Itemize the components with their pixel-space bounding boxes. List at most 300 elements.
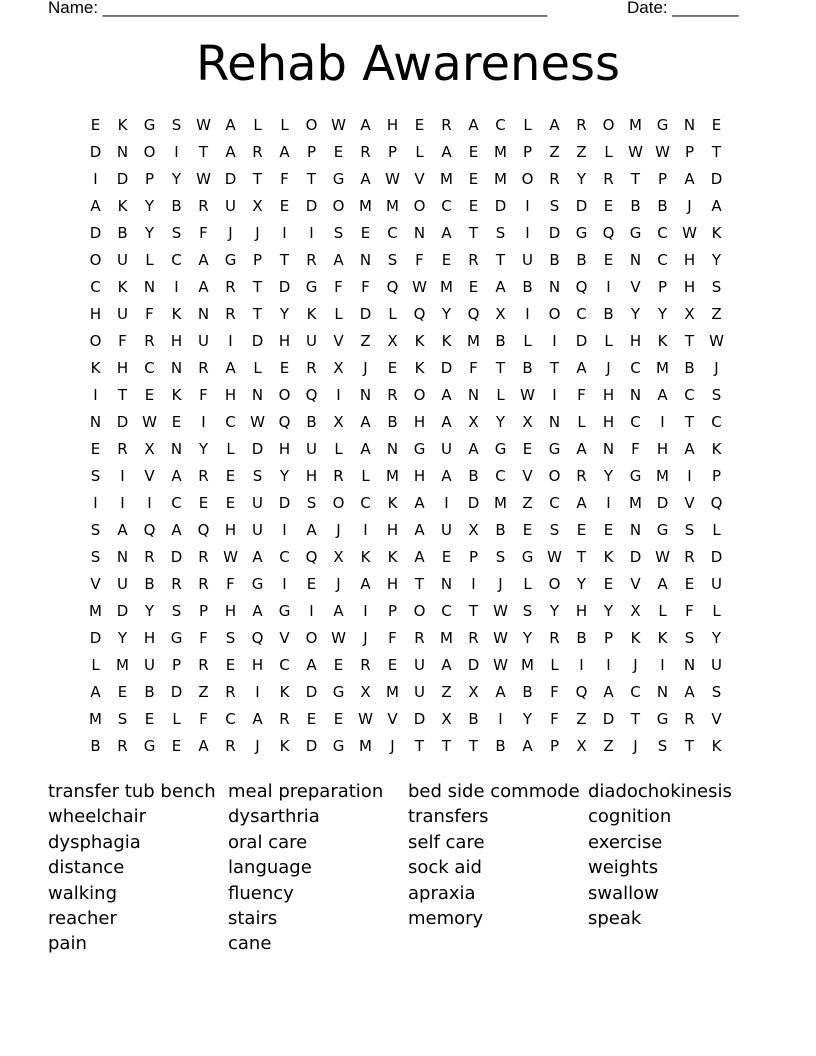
- grid-letter: J: [687, 196, 692, 215]
- grid-letter: G: [521, 547, 534, 566]
- grid-letter: F: [199, 223, 208, 242]
- grid-letter: I: [471, 574, 476, 593]
- grid-letter: E: [225, 655, 236, 674]
- grid-letter: E: [468, 142, 479, 161]
- grid-letter: G: [629, 223, 642, 242]
- grid-letter: Y: [279, 304, 290, 323]
- grid-letter: B: [117, 223, 128, 242]
- grid-letter: F: [145, 304, 154, 323]
- grid-letter: D: [467, 493, 480, 512]
- grid-letter: S: [711, 385, 722, 404]
- grid-letter: V: [711, 709, 722, 728]
- grid-letter: W: [493, 655, 508, 674]
- grid-letter: J: [255, 223, 260, 242]
- grid-letter: X: [333, 547, 344, 566]
- grid-letter: F: [118, 331, 127, 350]
- grid-letter: B: [495, 331, 506, 350]
- grid-letter: L: [658, 601, 667, 620]
- grid-letter: S: [711, 682, 722, 701]
- grid-letter: N: [629, 385, 642, 404]
- grid-letter: B: [576, 250, 587, 269]
- grid-letter: C: [279, 547, 290, 566]
- grid-letter: D: [710, 169, 723, 188]
- grid-letter: D: [413, 709, 426, 728]
- grid-letter: G: [170, 628, 183, 647]
- grid-letter: D: [116, 412, 129, 431]
- grid-letter: V: [414, 169, 425, 188]
- grid-letter: J: [363, 358, 368, 377]
- grid-letter: L: [388, 304, 397, 323]
- grid-letter: C: [441, 196, 452, 215]
- grid-letter: C: [630, 682, 641, 701]
- grid-letter: P: [657, 277, 668, 296]
- grid-letter: S: [657, 736, 668, 755]
- grid-letter: A: [468, 115, 479, 134]
- grid-letter: X: [468, 520, 479, 539]
- grid-letter: N: [440, 574, 453, 593]
- grid-letter: I: [363, 601, 368, 620]
- grid-letter: I: [606, 493, 611, 512]
- grid-letter: R: [144, 547, 155, 566]
- grid-letter: N: [467, 385, 480, 404]
- grid-letter: H: [602, 412, 615, 431]
- grid-letter: K: [441, 331, 452, 350]
- word-list-item: wheelchair: [48, 806, 147, 828]
- grid-letter: K: [657, 331, 668, 350]
- grid-letter: G: [548, 439, 561, 458]
- grid-letter: A: [414, 547, 425, 566]
- word-list-item: meal preparation: [228, 781, 384, 802]
- grid-letter: Y: [144, 601, 155, 620]
- grid-letter: U: [252, 520, 263, 539]
- grid-letter: M: [359, 736, 372, 755]
- grid-letter: V: [387, 709, 398, 728]
- grid-letter: A: [657, 385, 668, 404]
- word-list-item: language: [228, 857, 312, 879]
- word-list-item: self care: [408, 831, 485, 853]
- word-list-item: cognition: [588, 806, 672, 828]
- grid-letter: R: [225, 304, 236, 323]
- word-list-item: dysarthria: [228, 806, 320, 828]
- grid-letter: L: [712, 601, 721, 620]
- grid-letter: P: [171, 655, 182, 674]
- grid-letter: W: [682, 223, 697, 242]
- grid-letter: H: [224, 385, 237, 404]
- grid-letter: J: [363, 628, 368, 647]
- grid-letter: V: [630, 277, 641, 296]
- grid-letter: X: [387, 331, 398, 350]
- grid-letter: D: [656, 493, 669, 512]
- grid-letter: A: [306, 520, 317, 539]
- grid-letter: T: [252, 304, 263, 323]
- grid-letter: U: [522, 250, 533, 269]
- grid-letter: L: [253, 115, 262, 134]
- grid-letter: I: [93, 169, 98, 188]
- grid-letter: S: [225, 628, 236, 647]
- grid-letter: R: [576, 115, 587, 134]
- grid-letter: G: [332, 682, 345, 701]
- grid-letter: H: [89, 304, 102, 323]
- grid-letter: R: [225, 277, 236, 296]
- grid-letter: W: [547, 547, 562, 566]
- grid-letter: X: [252, 196, 263, 215]
- grid-letter: E: [144, 385, 155, 404]
- grid-letter: A: [117, 520, 128, 539]
- grid-letter: D: [278, 493, 291, 512]
- grid-letter: K: [171, 385, 182, 404]
- grid-letter: A: [252, 547, 263, 566]
- grid-letter: U: [711, 655, 722, 674]
- grid-letter: H: [629, 331, 642, 350]
- grid-letter: P: [387, 601, 398, 620]
- grid-letter: S: [711, 277, 722, 296]
- grid-letter: A: [522, 736, 533, 755]
- grid-letter: A: [468, 439, 479, 458]
- grid-letter: Z: [603, 736, 614, 755]
- grid-letter: J: [336, 520, 341, 539]
- grid-letter: I: [282, 223, 287, 242]
- grid-letter: G: [332, 169, 345, 188]
- word-list-item: distance: [48, 857, 125, 879]
- grid-letter: E: [144, 709, 155, 728]
- grid-letter: M: [440, 277, 453, 296]
- grid-letter: L: [496, 385, 505, 404]
- grid-letter: B: [306, 412, 317, 431]
- grid-letter: B: [549, 250, 560, 269]
- grid-letter: M: [386, 466, 399, 485]
- grid-letter: I: [660, 412, 665, 431]
- grid-letter: F: [199, 709, 208, 728]
- grid-letter: G: [656, 709, 669, 728]
- grid-letter: A: [90, 196, 101, 215]
- grid-letter: V: [144, 466, 155, 485]
- grid-letter: T: [549, 358, 560, 377]
- grid-letter: Z: [549, 142, 560, 161]
- grid-letter: P: [549, 736, 560, 755]
- word-list-item: stairs: [228, 907, 278, 929]
- grid-letter: M: [116, 655, 129, 674]
- grid-letter: E: [711, 115, 722, 134]
- grid-letter: O: [413, 601, 426, 620]
- grid-letter: E: [603, 196, 614, 215]
- grid-letter: L: [91, 655, 100, 674]
- grid-letter: A: [684, 439, 695, 458]
- grid-letter: A: [198, 250, 209, 269]
- grid-letter: X: [144, 439, 155, 458]
- header: [48, 0, 748, 19]
- grid-letter: Y: [171, 169, 182, 188]
- grid-letter: A: [441, 655, 452, 674]
- grid-letter: W: [628, 142, 643, 161]
- grid-letter: N: [629, 250, 642, 269]
- grid-letter: F: [226, 574, 235, 593]
- grid-letter: Y: [522, 709, 533, 728]
- word-list-item: reacher: [48, 907, 117, 929]
- grid-letter: K: [603, 547, 614, 566]
- grid-letter: B: [387, 412, 398, 431]
- grid-letter: H: [386, 115, 399, 134]
- grid-letter: T: [468, 736, 479, 755]
- grid-letter: R: [252, 142, 263, 161]
- grid-letter: V: [279, 628, 290, 647]
- grid-letter: F: [469, 358, 478, 377]
- word-list-item: [588, 931, 768, 956]
- grid-letter: S: [684, 628, 695, 647]
- grid-letter: M: [494, 493, 507, 512]
- grid-letter: U: [117, 304, 128, 323]
- letter-grid: [82, 111, 730, 759]
- grid-letter: K: [117, 277, 128, 296]
- grid-letter: T: [252, 169, 263, 188]
- grid-letter: S: [171, 115, 182, 134]
- grid-letter: R: [549, 628, 560, 647]
- grid-letter: S: [549, 520, 560, 539]
- grid-letter: C: [441, 601, 452, 620]
- grid-letter: I: [552, 385, 557, 404]
- grid-letter: A: [441, 385, 452, 404]
- grid-letter: W: [655, 142, 670, 161]
- word-list-item: pain: [48, 933, 87, 955]
- grid-letter: Q: [575, 682, 588, 701]
- grid-letter: D: [89, 223, 102, 242]
- grid-letter: R: [198, 196, 209, 215]
- grid-letter: T: [117, 385, 128, 404]
- grid-letter: S: [495, 547, 506, 566]
- grid-letter: A: [657, 574, 668, 593]
- grid-letter: A: [684, 169, 695, 188]
- grid-letter: E: [225, 493, 236, 512]
- grid-letter: C: [225, 709, 236, 728]
- name-field: Name: _______________________________________________: [48, 0, 548, 17]
- grid-letter: M: [440, 628, 453, 647]
- grid-letter: I: [282, 520, 287, 539]
- grid-letter: G: [143, 736, 156, 755]
- grid-letter: U: [225, 196, 236, 215]
- grid-letter: L: [361, 466, 370, 485]
- grid-letter: G: [575, 223, 588, 242]
- grid-letter: N: [683, 655, 696, 674]
- grid-letter: M: [440, 169, 453, 188]
- grid-letter: H: [413, 466, 426, 485]
- grid-letter: C: [711, 412, 722, 431]
- grid-letter: X: [576, 736, 587, 755]
- grid-letter: I: [93, 385, 98, 404]
- grid-letter: A: [90, 682, 101, 701]
- grid-letter: X: [441, 709, 452, 728]
- grid-letter: A: [576, 439, 587, 458]
- grid-letter: K: [711, 439, 722, 458]
- grid-letter: O: [89, 331, 102, 350]
- grid-letter: D: [305, 682, 318, 701]
- grid-letter: T: [414, 574, 425, 593]
- grid-letter: Y: [441, 304, 452, 323]
- grid-letter: K: [117, 196, 128, 215]
- grid-letter: X: [468, 412, 479, 431]
- grid-letter: C: [576, 304, 587, 323]
- grid-letter: E: [576, 520, 587, 539]
- grid-letter: W: [412, 277, 427, 296]
- grid-letter: A: [171, 520, 182, 539]
- grid-letter: A: [171, 466, 182, 485]
- grid-letter: A: [360, 115, 371, 134]
- grid-letter: K: [306, 304, 317, 323]
- grid-letter: R: [306, 250, 317, 269]
- grid-letter: T: [630, 709, 641, 728]
- grid-letter: I: [255, 682, 260, 701]
- grid-letter: L: [253, 358, 262, 377]
- word-list-item: transfers: [408, 806, 489, 828]
- grid-letter: G: [224, 250, 237, 269]
- grid-letter: R: [306, 358, 317, 377]
- grid-letter: W: [250, 412, 265, 431]
- grid-letter: T: [468, 223, 479, 242]
- grid-letter: B: [522, 682, 533, 701]
- grid-letter: U: [306, 331, 317, 350]
- grid-letter: D: [548, 223, 561, 242]
- grid-letter: H: [656, 439, 669, 458]
- grid-letter: Y: [144, 223, 155, 242]
- grid-letter: H: [683, 250, 696, 269]
- grid-letter: J: [255, 736, 260, 755]
- grid-letter: F: [550, 709, 559, 728]
- grid-letter: A: [441, 223, 452, 242]
- grid-letter: B: [630, 196, 641, 215]
- grid-letter: C: [630, 358, 641, 377]
- grid-letter: O: [332, 493, 345, 512]
- grid-letter: P: [711, 466, 722, 485]
- grid-letter: R: [198, 574, 209, 593]
- grid-letter: N: [116, 547, 129, 566]
- grid-letter: R: [198, 655, 209, 674]
- grid-letter: U: [441, 439, 452, 458]
- grid-letter: O: [305, 628, 318, 647]
- grid-letter: Y: [576, 574, 587, 593]
- grid-letter: Q: [278, 412, 291, 431]
- grid-letter: V: [630, 574, 641, 593]
- grid-letter: E: [414, 115, 425, 134]
- grid-letter: E: [279, 358, 290, 377]
- word-list: [48, 779, 768, 957]
- grid-letter: I: [525, 304, 530, 323]
- grid-letter: I: [552, 331, 557, 350]
- grid-letter: P: [684, 142, 695, 161]
- grid-letter: D: [305, 196, 318, 215]
- grid-letter: K: [279, 736, 290, 755]
- grid-letter: Q: [413, 304, 426, 323]
- grid-letter: R: [549, 169, 560, 188]
- grid-letter: I: [201, 412, 206, 431]
- grid-letter: X: [495, 304, 506, 323]
- grid-letter: Y: [711, 628, 722, 647]
- grid-letter: A: [252, 709, 263, 728]
- grid-letter: A: [549, 115, 560, 134]
- grid-letter: Z: [522, 493, 533, 512]
- grid-letter: N: [170, 358, 183, 377]
- grid-letter: R: [117, 736, 128, 755]
- grid-letter: H: [116, 358, 129, 377]
- grid-letter: F: [631, 439, 640, 458]
- grid-letter: Q: [305, 385, 318, 404]
- grid-letter: U: [306, 439, 317, 458]
- grid-letter: A: [198, 277, 209, 296]
- grid-letter: D: [710, 547, 723, 566]
- grid-letter: A: [441, 412, 452, 431]
- grid-letter: D: [602, 709, 615, 728]
- grid-letter: G: [251, 574, 264, 593]
- grid-letter: L: [577, 412, 586, 431]
- grid-letter: Q: [386, 277, 399, 296]
- grid-letter: E: [306, 574, 317, 593]
- grid-letter: K: [360, 547, 371, 566]
- grid-letter: E: [522, 439, 533, 458]
- grid-letter: A: [711, 196, 722, 215]
- grid-letter: L: [334, 439, 343, 458]
- grid-letter: I: [336, 385, 341, 404]
- grid-letter: N: [386, 439, 399, 458]
- grid-letter: A: [333, 601, 344, 620]
- grid-letter: V: [333, 331, 344, 350]
- grid-letter: H: [683, 277, 696, 296]
- grid-letter: T: [468, 601, 479, 620]
- grid-letter: A: [441, 142, 452, 161]
- grid-letter: Z: [711, 304, 722, 323]
- grid-letter: W: [142, 412, 157, 431]
- grid-letter: Z: [198, 682, 209, 701]
- grid-letter: J: [228, 223, 233, 242]
- grid-letter: Z: [360, 331, 371, 350]
- grid-letter: H: [575, 601, 588, 620]
- grid-letter: E: [441, 547, 452, 566]
- grid-letter: G: [413, 439, 426, 458]
- grid-letter: C: [657, 250, 668, 269]
- grid-letter: F: [280, 169, 289, 188]
- grid-letter: R: [468, 628, 479, 647]
- grid-letter: L: [604, 331, 613, 350]
- grid-letter: P: [522, 142, 533, 161]
- grid-letter: B: [495, 520, 506, 539]
- grid-letter: L: [226, 439, 235, 458]
- grid-letter: R: [603, 169, 614, 188]
- grid-letter: D: [170, 682, 183, 701]
- grid-letter: Y: [657, 304, 668, 323]
- grid-letter: B: [522, 277, 533, 296]
- date-field: Date: _______: [627, 0, 739, 17]
- grid-letter: A: [603, 682, 614, 701]
- grid-letter: E: [333, 709, 344, 728]
- grid-letter: D: [116, 601, 129, 620]
- grid-letter: A: [495, 682, 506, 701]
- grid-letter: M: [494, 169, 507, 188]
- grid-letter: A: [360, 412, 371, 431]
- grid-letter: F: [415, 250, 424, 269]
- grid-letter: B: [144, 574, 155, 593]
- grid-letter: N: [629, 520, 642, 539]
- grid-letter: I: [660, 655, 665, 674]
- grid-letter: T: [252, 277, 263, 296]
- grid-letter: R: [387, 385, 398, 404]
- grid-letter: X: [360, 682, 371, 701]
- grid-letter: E: [279, 196, 290, 215]
- grid-letter: I: [93, 493, 98, 512]
- grid-letter: U: [252, 493, 263, 512]
- grid-letter: F: [199, 385, 208, 404]
- grid-letter: I: [282, 574, 287, 593]
- grid-letter: K: [171, 304, 182, 323]
- grid-letter: F: [388, 628, 397, 647]
- grid-letter: B: [468, 466, 479, 485]
- grid-letter: E: [171, 736, 182, 755]
- grid-letter: N: [89, 412, 102, 431]
